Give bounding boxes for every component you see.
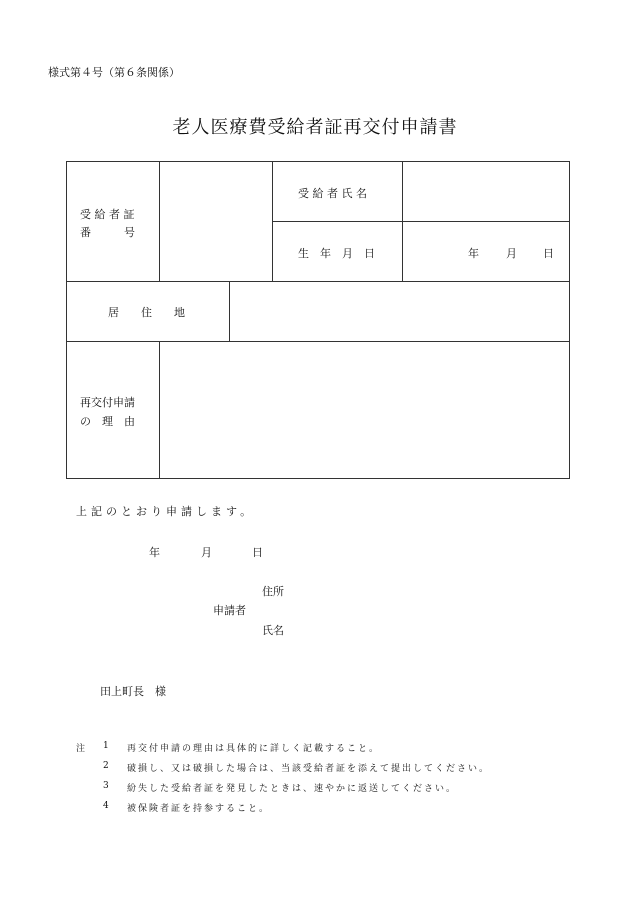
note-text: 再交付申請の理由は具体的に詳しく記載すること。 — [127, 744, 381, 754]
note-text: 被保険者証を持参すること。 — [127, 804, 271, 814]
birthdate-day: 日 — [543, 247, 554, 260]
reason-field[interactable] — [160, 342, 569, 478]
note-number: 2 — [103, 761, 109, 771]
recipient-name-field[interactable] — [403, 162, 569, 221]
date-day: 日 — [252, 546, 263, 559]
cert-number-field[interactable] — [160, 162, 272, 281]
applicant-label: 申請者 — [213, 604, 246, 617]
birthdate-year: 年 — [468, 247, 479, 260]
row-divider-inner — [272, 221, 569, 222]
residence-label: 居 住 地 — [108, 306, 185, 319]
note-text: 破損し、又は破損した場合は、当該受給者証を添えて提出してください。 — [127, 764, 491, 774]
note-number: 1 — [103, 741, 109, 751]
applicant-address-label: 住所 — [262, 585, 284, 598]
note-number: 4 — [103, 801, 109, 811]
applicant-name-label: 氏名 — [262, 624, 284, 637]
application-statement: 上記のとおり申請します。 — [76, 505, 256, 518]
form-number: 様式第４号（第６条関係） — [48, 66, 180, 79]
date-year: 年 — [149, 546, 160, 559]
note-text: 紛失した受給者証を発見したときは、速やかに返送してください。 — [127, 784, 458, 794]
birthdate-label: 生 年 月 日 — [298, 247, 375, 260]
application-form-table — [66, 161, 570, 479]
reason-label-1: 再交付申請 — [80, 396, 135, 409]
note-number: 3 — [103, 781, 109, 791]
date-month: 月 — [201, 546, 212, 559]
document-title: 老人医療費受給者証再交付申請書 — [172, 117, 458, 138]
addressee: 田上町長 様 — [100, 685, 166, 698]
residence-field[interactable] — [230, 282, 569, 341]
reason-label-2: の 理 由 — [80, 415, 135, 428]
birthdate-month: 月 — [506, 247, 517, 260]
col-divider-2 — [272, 162, 273, 281]
cert-number-label-1: 受 給 者 証 — [80, 208, 135, 221]
cert-number-label-2: 番 号 — [80, 226, 135, 239]
notes-heading: 注 — [76, 744, 86, 754]
recipient-name-label: 受 給 者 氏 名 — [298, 187, 367, 200]
